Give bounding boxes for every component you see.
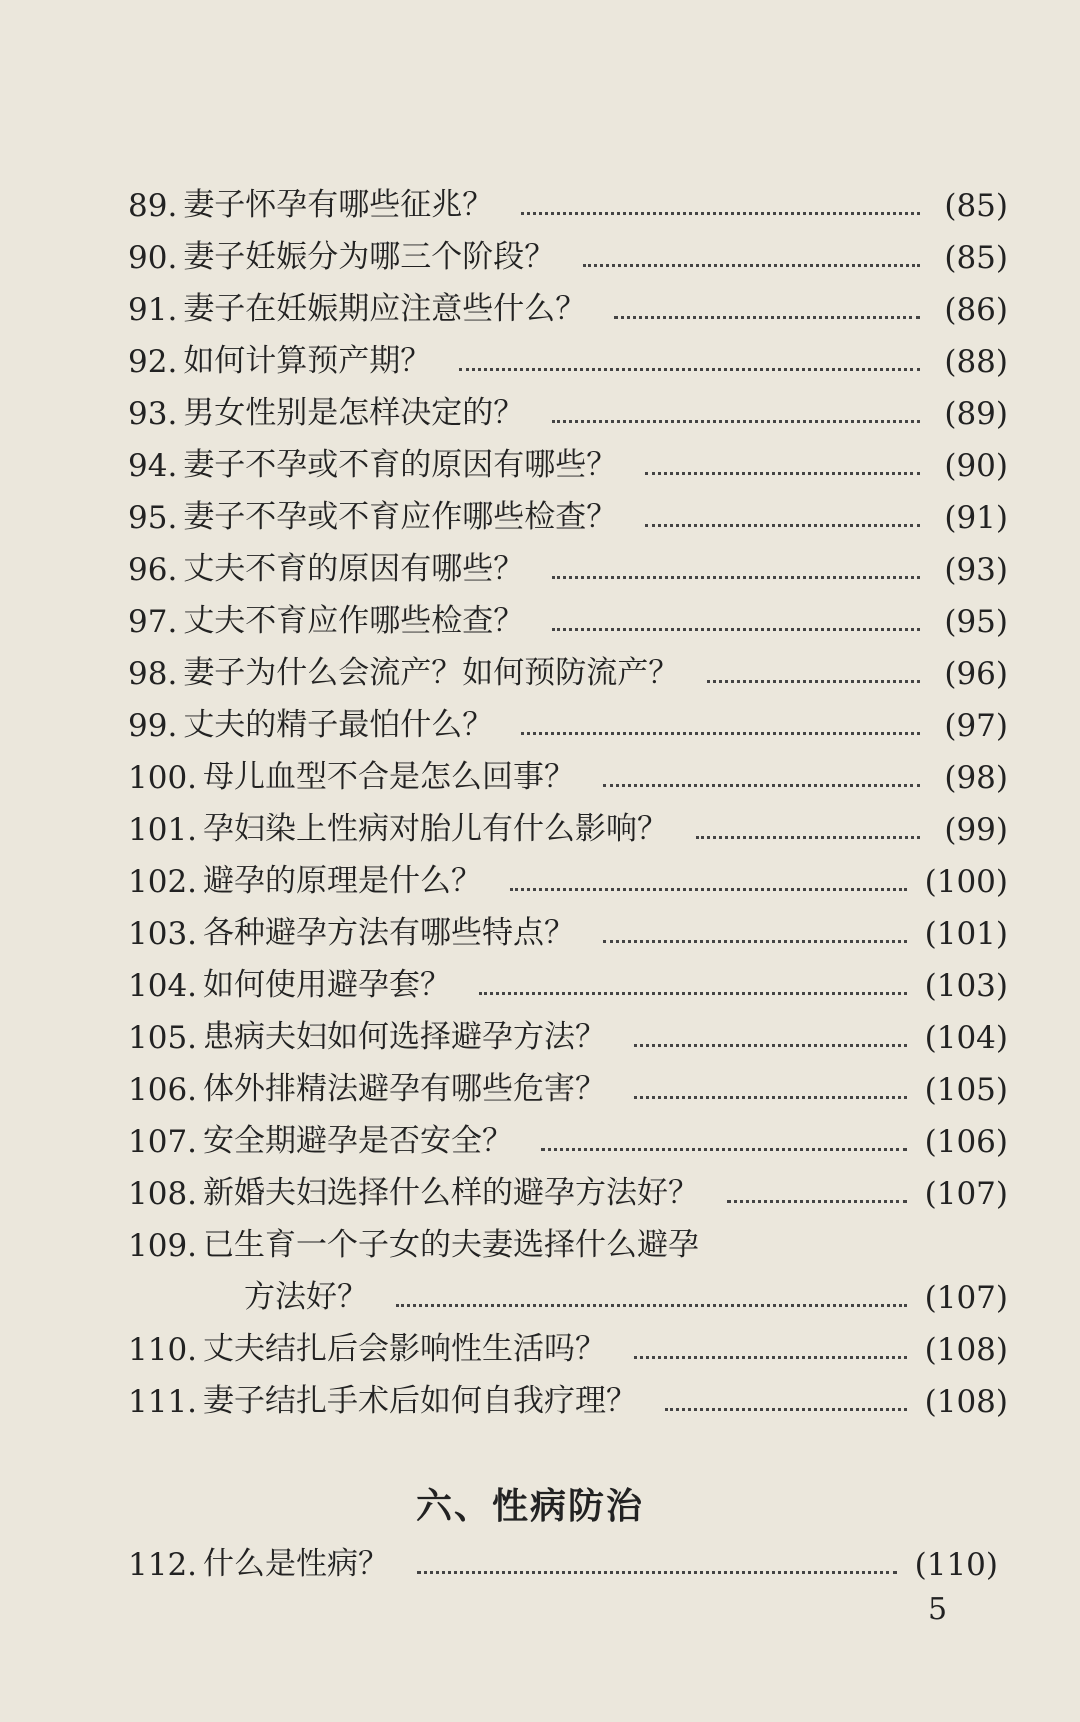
dot-leader [510, 888, 907, 891]
toc-entry [128, 1004, 1008, 1056]
toc-entry [128, 1212, 1008, 1264]
entry-number: 106. [128, 1072, 198, 1108]
page-number: 5 [928, 1592, 948, 1627]
entry-page: (104) [924, 1020, 1008, 1056]
toc-entry [128, 1368, 1008, 1420]
entry-page: (99) [944, 812, 1008, 848]
entry-number: 111. [128, 1384, 198, 1420]
entry-number: 104. [128, 968, 198, 1004]
entry-title: 妻子在妊娠期应注意些什么？ [183, 291, 587, 327]
entry-number: 103. [128, 916, 198, 952]
dot-leader [603, 940, 907, 943]
entry-title: 男女性别是怎样决定的？ [183, 395, 525, 431]
toc-entry-continuation [128, 1264, 1008, 1316]
entry-title: 避孕的原理是什么？ [203, 863, 483, 899]
toc-entry [128, 536, 1008, 588]
entry-number: 112. [128, 1547, 198, 1583]
entry-page: (95) [944, 604, 1008, 640]
toc-entry [128, 692, 1008, 744]
toc-entry [128, 432, 1008, 484]
entry-page: (108) [924, 1384, 1008, 1420]
entry-number: 101. [128, 812, 198, 848]
dot-leader [603, 784, 920, 787]
entry-title: 妻子不孕或不育的原因有哪些？ [183, 447, 618, 483]
dot-leader [614, 316, 920, 319]
entry-number: 94. [128, 448, 178, 484]
entry-title: 体外排精法避孕有哪些危害？ [203, 1071, 607, 1107]
entry-page: (96) [944, 656, 1008, 692]
toc-entry [128, 484, 1008, 536]
toc-entry [128, 640, 1008, 692]
entry-page: (90) [944, 448, 1008, 484]
dot-leader [645, 524, 920, 527]
entry-number: 96. [128, 552, 178, 588]
entry-page: (100) [924, 864, 1008, 900]
dot-leader [479, 992, 907, 995]
entry-page: (86) [944, 292, 1008, 328]
toc-entry [128, 328, 1008, 380]
entry-number: 93. [128, 396, 178, 432]
toc-entry [128, 276, 1008, 328]
dot-leader [521, 212, 920, 215]
entry-title-continuation: 方法好？ [244, 1279, 368, 1315]
entry-title: 如何使用避孕套？ [203, 967, 452, 1003]
entry-page: (101) [924, 916, 1008, 952]
entry-number: 92. [128, 344, 178, 380]
entry-title: 妻子怀孕有哪些征兆？ [183, 187, 494, 223]
entry-page: (85) [944, 240, 1008, 276]
entry-title: 什么是性病？ [203, 1546, 390, 1582]
entry-number: 105. [128, 1020, 198, 1056]
toc-entry [128, 380, 1008, 432]
entry-title: 新婚夫妇选择什么样的避孕方法好？ [203, 1175, 700, 1211]
toc-entry [128, 952, 1008, 1004]
entry-title: 妻子为什么会流产？如何预防流产？ [183, 655, 680, 691]
dot-leader [552, 628, 920, 631]
entry-number: 110. [128, 1332, 198, 1368]
toc-entry [128, 848, 1008, 900]
entry-title: 如何计算预产期？ [183, 343, 432, 379]
entry-title: 丈夫的精子最怕什么？ [183, 707, 494, 743]
dot-leader [552, 576, 920, 579]
toc-entry [128, 1316, 1008, 1368]
toc-entry [128, 744, 1008, 796]
entry-title: 妻子妊娠分为哪三个阶段？ [183, 239, 556, 275]
entry-title: 母儿血型不合是怎么回事？ [203, 759, 576, 795]
section-toc-list [128, 1531, 998, 1583]
entry-title: 安全期避孕是否安全？ [203, 1123, 514, 1159]
toc-entry [128, 1160, 1008, 1212]
entry-page: (108) [924, 1332, 1008, 1368]
toc-entry [128, 1056, 1008, 1108]
entry-page: (89) [944, 396, 1008, 432]
entry-number: 109. [128, 1228, 198, 1264]
entry-page: (103) [924, 968, 1008, 1004]
entry-page: (85) [944, 188, 1008, 224]
dot-leader [696, 836, 920, 839]
dot-leader [541, 1148, 907, 1151]
entry-number: 98. [128, 656, 178, 692]
dot-leader [634, 1044, 907, 1047]
entry-page: (97) [944, 708, 1008, 744]
entry-page: (106) [924, 1124, 1008, 1160]
entry-number: 91. [128, 292, 178, 328]
dot-leader [417, 1571, 897, 1574]
entry-title: 妻子结扎手术后如何自我疗理？ [203, 1383, 638, 1419]
dot-leader [665, 1408, 907, 1411]
dot-leader [727, 1200, 907, 1203]
toc-entry [128, 1108, 1008, 1160]
dot-leader [459, 368, 920, 371]
entry-number: 108. [128, 1176, 198, 1212]
toc-list [128, 172, 1008, 1420]
entry-number: 102. [128, 864, 198, 900]
entry-number: 90. [128, 240, 178, 276]
entry-title: 丈夫结扎后会影响性生活吗？ [203, 1331, 607, 1367]
section-heading: 六、性病防治 [415, 1486, 644, 1527]
entry-number: 89. [128, 188, 178, 224]
entry-page: (105) [924, 1072, 1008, 1108]
entry-title: 患病夫妇如何选择避孕方法？ [203, 1019, 607, 1055]
entry-number: 97. [128, 604, 178, 640]
dot-leader [552, 420, 920, 423]
toc-entry [128, 224, 1008, 276]
entry-page: (110) [914, 1547, 998, 1583]
toc-entry [128, 900, 1008, 952]
toc-entry [128, 588, 1008, 640]
dot-leader [634, 1356, 907, 1359]
dot-leader [396, 1304, 907, 1307]
dot-leader [521, 732, 920, 735]
entry-page: (93) [944, 552, 1008, 588]
entry-title: 孕妇染上性病对胎儿有什么影响？ [203, 811, 669, 847]
entry-page: (107) [924, 1176, 1008, 1212]
dot-leader [634, 1096, 907, 1099]
toc-entry [128, 172, 1008, 224]
entry-number: 100. [128, 760, 198, 796]
dot-leader [707, 680, 920, 683]
dot-leader [645, 472, 920, 475]
toc-entry [128, 1531, 998, 1583]
entry-number: 99. [128, 708, 178, 744]
toc-entry [128, 796, 1008, 848]
entry-page: (91) [944, 500, 1008, 536]
entry-number: 107. [128, 1124, 198, 1160]
entry-page: (88) [944, 344, 1008, 380]
entry-page: (107) [924, 1280, 1008, 1316]
entry-title: 丈夫不育应作哪些检查？ [183, 603, 525, 639]
entry-number: 95. [128, 500, 178, 536]
dot-leader [583, 264, 920, 267]
entry-title: 丈夫不育的原因有哪些？ [183, 551, 525, 587]
entry-title: 已生育一个子女的夫妻选择什么避孕 [203, 1227, 700, 1263]
entry-page: (98) [944, 760, 1008, 796]
entry-title: 各种避孕方法有哪些特点？ [203, 915, 576, 951]
entry-title: 妻子不孕或不育应作哪些检查？ [183, 499, 618, 535]
